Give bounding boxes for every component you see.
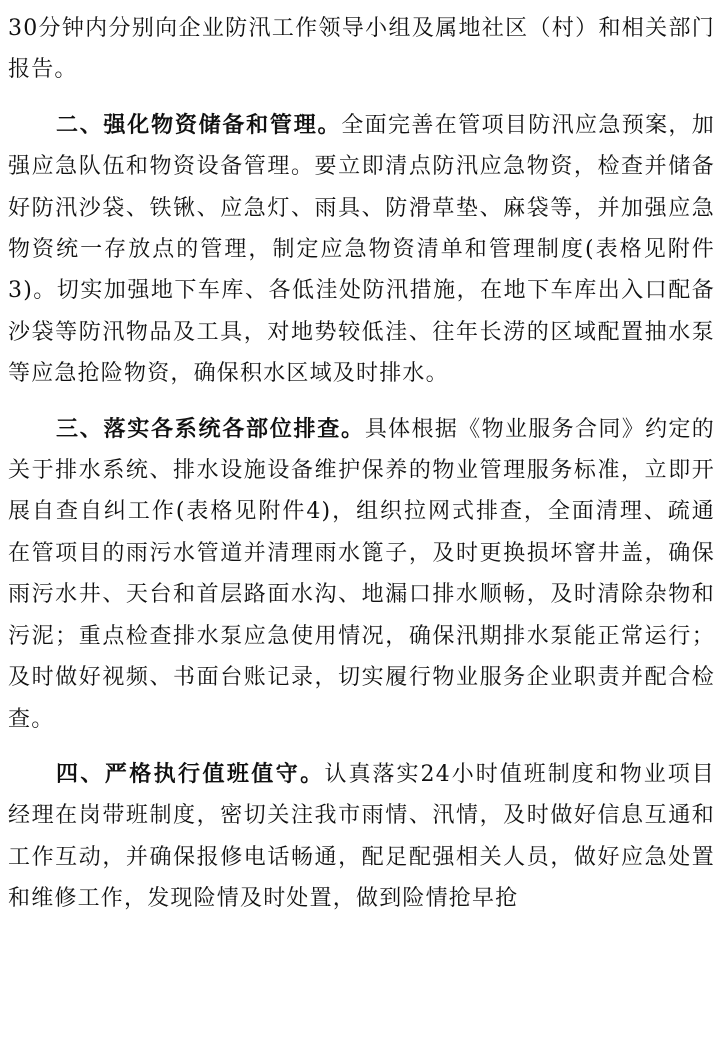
- section-heading-4: 四、严格执行值班值守。: [56, 761, 325, 787]
- section-heading-2: 二、强化物资储备和管理。: [56, 112, 342, 138]
- paragraph-4-text: 认真落实24小时值班制度和物业项目经理在岗带班制度，密切关注我市雨情、汛情，及时做好信息互通和工作互动，并确保报修电话畅通，配足配强相关人员，做好应急处置和维修工作，发现险情及时处置，做到险情抢早抢: [8, 761, 715, 912]
- paragraph-continuation: [8, 8, 715, 91]
- paragraph-material-reserve: [8, 105, 715, 395]
- section-heading-3: 三、落实各系统各部位排查。: [56, 416, 365, 442]
- paragraph-inspection: [8, 409, 715, 740]
- paragraph-1-text: 30分钟内分别向企业防汛工作领导小组及属地社区（村）和相关部门报告。: [8, 16, 715, 83]
- paragraph-2-text: 全面完善在管项目防汛应急预案，加强应急队伍和物资设备管理。要立即清点防汛应急物资，检查并储备好防汛沙袋、铁锹、应急灯、雨具、防滑草垫、麻袋等，并加强应急物资统一存放点的管理，制定应急物资清单和管理制度(表格见附件3)。切实加强地下车库、各低洼处防汛措施，在地下车库出入口配备沙袋等防汛物品及工具，对地势较低洼、往年长涝的区域配置抽水泵等应急抢险物资，确保积水区域及时排水。: [8, 112, 716, 387]
- paragraph-duty: [8, 754, 715, 920]
- paragraph-3-text: 具体根据《物业服务合同》约定的关于排水系统、排水设施设备维护保养的物业管理服务标准，立即开展自查自纠工作(表格见附件4)，组织拉网式排查，全面清理、疏通在管项目的雨污水管道并清理雨水篦子，及时更换损坏窨井盖，确保雨污水井、天台和首层路面水沟、地漏口排水顺畅，及时清除杂物和污泥；重点检查排水泵应急使用情况，确保汛期排水泵能正常运行；及时做好视频、书面台账记录，切实履行物业服务企业职责并配合检查。: [8, 416, 715, 732]
